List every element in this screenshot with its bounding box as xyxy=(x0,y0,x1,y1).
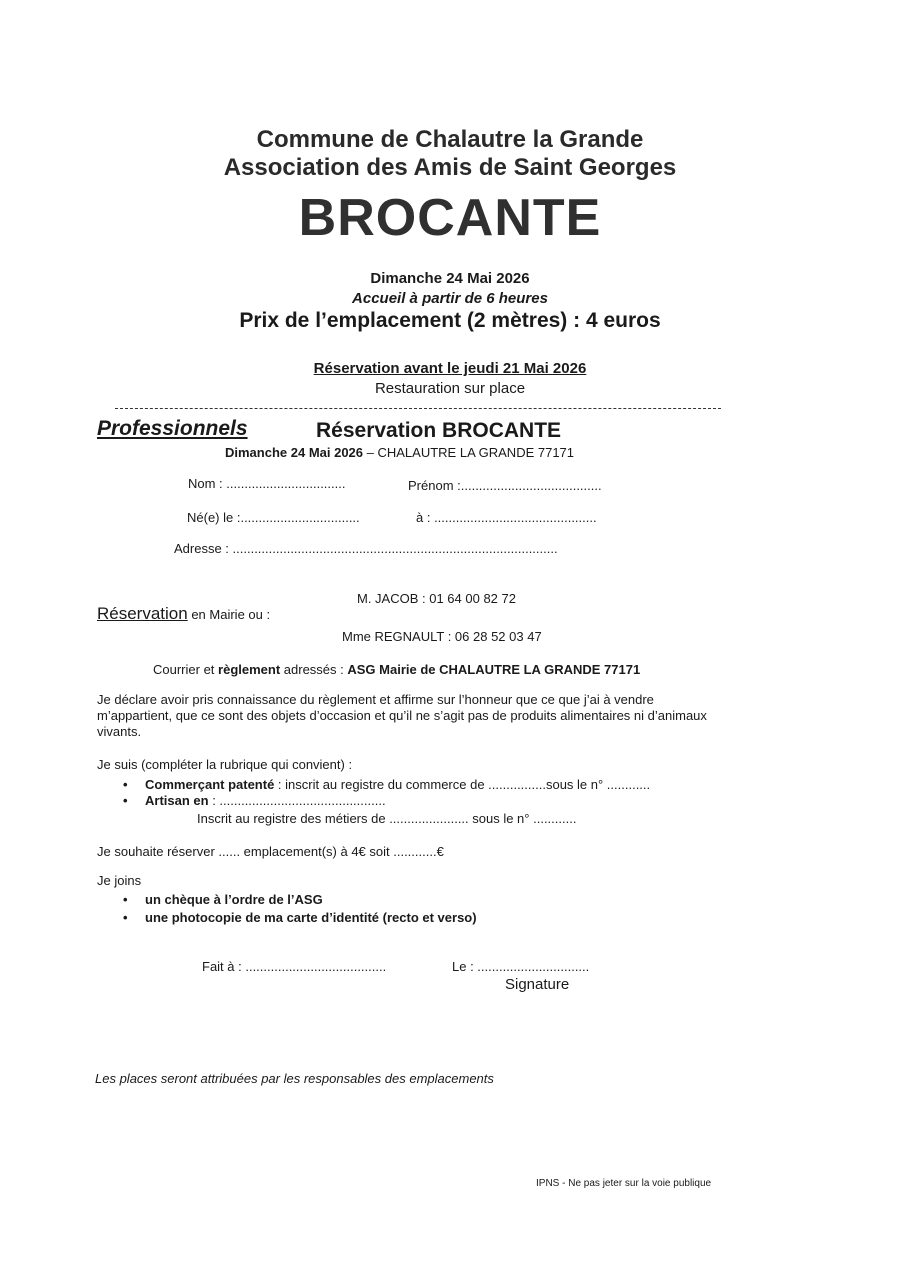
declaration-paragraph: Je déclare avoir pris connaissance du règlement et affirme sur l’honneur que ce que j’ai à vendre m’appartient, que ce sont des objets d’occasion et qu’il ne s’agit pas de produits alimentaires ni d’animaux vivants. xyxy=(97,692,707,739)
cut-line-divider xyxy=(115,408,721,409)
ipns-note: IPNS - Ne pas jeter sur la voie publique xyxy=(536,1178,712,1189)
date-field[interactable]: Le : ............................... xyxy=(452,959,590,974)
form-title: Réservation BROCANTE xyxy=(316,419,562,442)
je-joins-label: Je joins xyxy=(97,873,142,888)
commune-heading: Commune de Chalautre la Grande xyxy=(256,126,644,153)
commercant-item[interactable] xyxy=(119,777,650,793)
nom-field[interactable]: Nom : ................................. xyxy=(188,476,346,491)
reservation-deadline: Réservation avant le jeudi 21 Mai 2026 xyxy=(313,360,587,377)
birthdate-field[interactable]: Né(e) le :................................. xyxy=(187,510,360,525)
courrier-text-a: Courrier et xyxy=(153,662,219,677)
fait-a-field[interactable]: Fait à : ....................................... xyxy=(202,959,387,974)
commercant-detail: : inscrit au registre du commerce de ................sous le n° ............ xyxy=(274,777,651,792)
accueil-time: Accueil à partir de 6 heures xyxy=(352,290,548,307)
courrier-text-b: règlement xyxy=(218,662,281,677)
prenom-field[interactable]: Prénom :....................................... xyxy=(408,478,602,493)
adresse-field[interactable]: Adresse : .......................................................................................... xyxy=(174,541,558,556)
reserver-line[interactable]: Je souhaite réserver ...... emplacement(s) à 4€ soit ............€ xyxy=(97,844,444,859)
restauration-note: Restauration sur place xyxy=(374,380,526,397)
contact-jacob: M. JACOB : 01 64 00 82 72 xyxy=(357,591,516,606)
category-label: Professionnels xyxy=(97,417,248,440)
status-list xyxy=(119,777,650,809)
joins-list xyxy=(119,891,477,927)
courrier-text-c: adressés : xyxy=(280,662,348,677)
event-date: Dimanche 24 Mai 2026 xyxy=(370,270,530,287)
artisan-registre-line[interactable]: Inscrit au registre des métiers de ...................... sous le n° ............ xyxy=(197,811,577,826)
form-location: – CHALAUTRE LA GRANDE 77171 xyxy=(363,445,575,460)
form-date: Dimanche 24 Mai 2026 xyxy=(225,445,364,460)
artisan-label: Artisan en xyxy=(145,793,209,808)
reservation-mairie-label xyxy=(97,604,270,624)
artisan-detail: : .............................................. xyxy=(208,793,386,808)
artisan-item[interactable] xyxy=(119,793,650,809)
courrier-address: ASG Mairie de CHALAUTRE LA GRANDE 77171 xyxy=(347,662,641,677)
price-line: Prix de l’emplacement (2 mètres) : 4 euros xyxy=(239,309,661,332)
form-subtitle xyxy=(225,445,574,460)
places-note: Les places seront attribuées par les responsables des emplacements xyxy=(95,1071,494,1086)
courrier-line xyxy=(153,662,640,677)
commercant-label: Commerçant patenté xyxy=(145,777,275,792)
signature-label: Signature xyxy=(505,976,570,993)
association-heading: Association des Amis de Saint Georges xyxy=(223,154,677,181)
joins-item: • une photocopie de ma carte d’identité (recto et verso) xyxy=(119,909,477,927)
joins-item: • un chèque à l’ordre de l’ASG xyxy=(119,891,477,909)
je-suis-label: Je suis (compléter la rubrique qui convient) : xyxy=(97,757,353,772)
birthplace-field[interactable]: à : ............................................. xyxy=(416,510,597,525)
contact-regnault: Mme REGNAULT : 06 28 52 03 47 xyxy=(342,629,542,644)
reservation-mairie-text: en Mairie ou : xyxy=(187,607,271,622)
reservation-word: Réservation xyxy=(97,604,188,623)
page-title: BROCANTE xyxy=(298,189,602,247)
